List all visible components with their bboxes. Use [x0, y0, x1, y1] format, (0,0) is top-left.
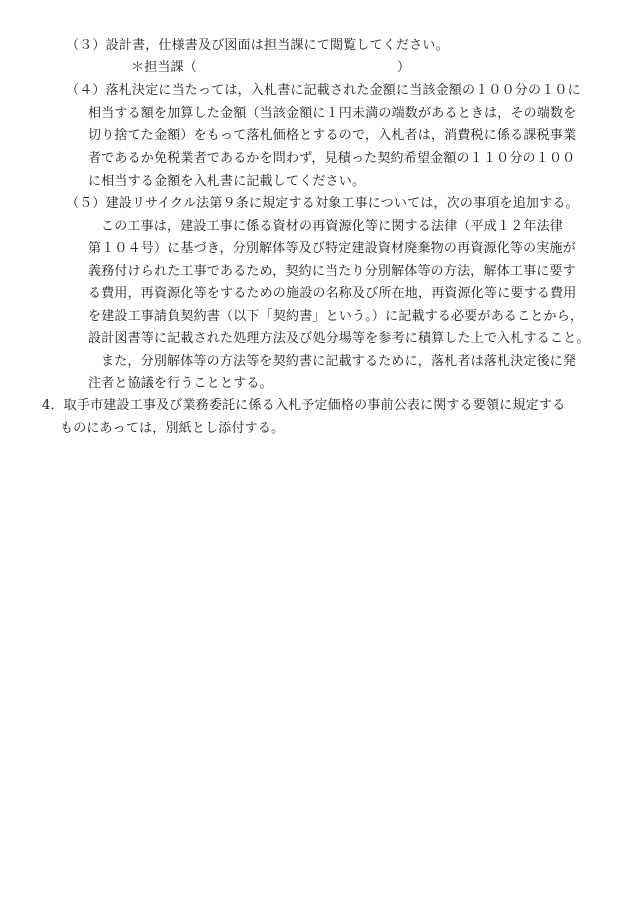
item-3-line-1: （３）設計書，仕様書及び図面は担当課にて閲覧してください。 [66, 38, 449, 53]
item-4-line-3: 切り捨てた金額）をもって落札価格とするので，入札者は，消費税に係る課税事業 [88, 128, 577, 143]
item-5-line-2: この工事は，建設工事に係る資材の再資源化等に関する法律（平成１２年法律 [101, 219, 564, 234]
item-4-line-4: 者であるか免税業者であるかを問わず，見積った契約希望金額の１１０分の１００ [88, 151, 576, 166]
section-4-line-2: ものにあっては，別紙とし添付する。 [60, 421, 285, 436]
item-5-line-6: を建設工事請負契約書（以下「契約書」という。）に記載する必要があることから， [88, 309, 584, 324]
item-4-line-2: 相当する額を加算した金額（当該金額に１円未満の端数があるときは，その端数を [88, 106, 577, 121]
item-4-line-5: に相当する金額を入札書に記載してください。 [88, 174, 366, 189]
charge-section-close: ） [397, 60, 411, 75]
item-5-line-9: 注者と協議を行うこととする。 [88, 376, 273, 391]
charge-section-label: ＊担当課（ [131, 60, 198, 75]
item-5-line-8: また，分別解体等の方法等を契約書に記載するために，落札者は落札決定後に発 [101, 354, 577, 369]
item-4-line-1: （４）落札決定に当たっては，入札書に記載された金額に当該金額の１００分の１０に [66, 83, 581, 98]
charge-section-line [131, 60, 410, 76]
item-5-line-4: 義務付けられた工事であるため，契約に当たり分別解体等の方法，解体工事に要す [88, 264, 576, 279]
section-4-line-1: 4．取手市建設工事及び業務委託に係る入札予定価格の事前公表に関する要領に規定する [42, 398, 566, 413]
item-5-line-5: る費用，再資源化等をするための施設の名称及び所在地，再資源化等に要する費用 [88, 286, 577, 301]
item-5-line-7: 設計図書等に記載された処理方法及び処分場等を参考に積算した上で入札すること。 [88, 331, 590, 346]
item-5-line-3: 第１０４号）に基づき，分別解体等及び特定建設資材廃棄物の再資源化等の実施が [88, 241, 576, 256]
item-5-line-1: （５）建設リサイクル法第９条に規定する対象工事については，次の事項を追加する。 [66, 196, 579, 211]
